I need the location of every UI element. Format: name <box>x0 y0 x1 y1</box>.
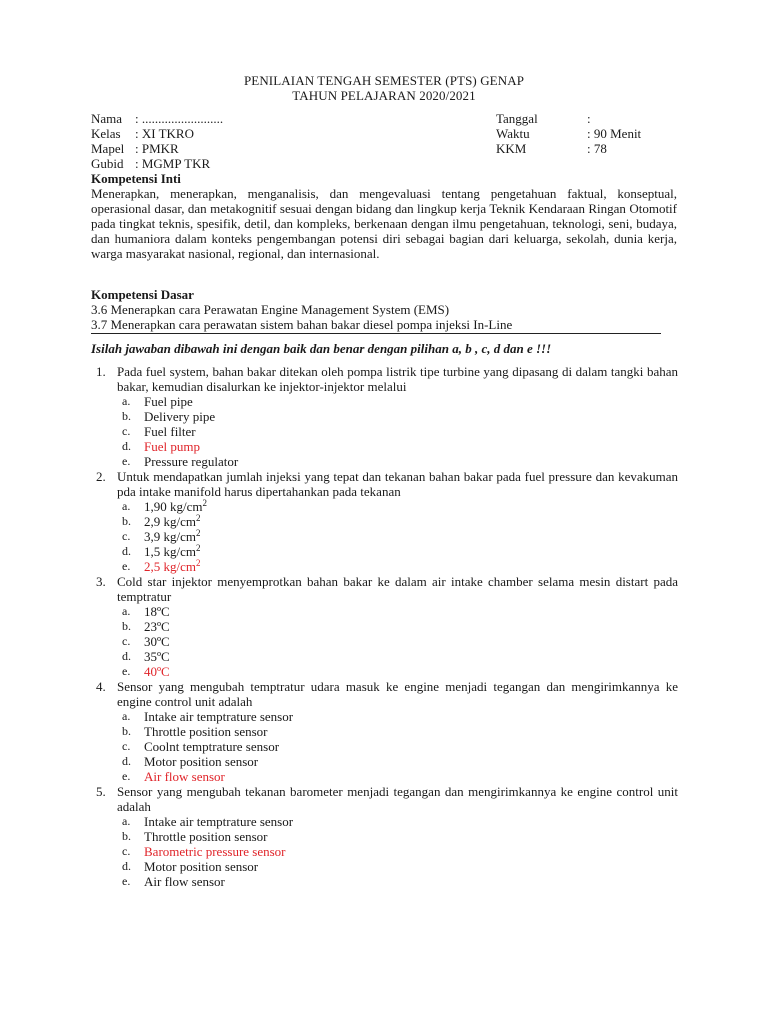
answer-option <box>117 769 678 784</box>
option-letter: d. <box>122 439 131 453</box>
question-number: 2. <box>96 469 106 484</box>
option-text <box>144 814 293 829</box>
answer-option <box>117 529 678 544</box>
answer-option <box>117 454 678 469</box>
meta-label-gubid: Gubid <box>91 156 124 171</box>
option-list <box>117 709 678 784</box>
answer-option <box>117 754 678 769</box>
option-letter: c. <box>122 739 131 753</box>
option-letter: a. <box>122 604 131 618</box>
kompetensi-dasar-item: 3.6 Menerapkan cara Perawatan Engine Management System (EMS) <box>91 302 450 317</box>
exam-title: PENILAIAN TENGAH SEMESTER (PTS) GENAP <box>243 73 525 88</box>
option-label: 18ºC <box>144 604 170 619</box>
correct-answer-text <box>144 664 170 679</box>
meta-label-nama: Nama <box>91 111 123 126</box>
question-text: Sensor yang mengubah tekanan barometer menjadi tegangan dan mengirimkannya ke engine control unit adalah <box>117 784 678 814</box>
kompetensi-dasar-heading: Kompetensi Dasar <box>91 287 194 302</box>
meta-value-mapel: : PMKR <box>135 141 179 156</box>
option-label: 35ºC <box>144 649 170 664</box>
answer-option <box>117 514 678 529</box>
option-label: 2,5 kg/cm <box>144 559 196 574</box>
option-text <box>144 649 170 664</box>
option-label: 2,9 kg/cm <box>144 514 196 529</box>
option-label: Motor position sensor <box>144 859 259 874</box>
option-letter: e. <box>122 769 131 783</box>
question-item <box>91 469 678 574</box>
option-letter: b. <box>122 724 131 738</box>
answer-option <box>117 844 678 859</box>
answer-option <box>117 649 678 664</box>
option-letter: b. <box>122 409 131 423</box>
option-label: 23ºC <box>144 619 170 634</box>
superscript: 2 <box>196 543 201 553</box>
instruction-text: Isilah jawaban dibawah ini dengan baik dan benar dengan pilihan a, b , c, d dan e !!! <box>91 341 552 356</box>
superscript: 2 <box>196 513 201 523</box>
option-letter: a. <box>122 709 131 723</box>
meta-label-kelas: Kelas <box>91 126 121 141</box>
option-text <box>144 544 201 559</box>
answer-option <box>117 724 678 739</box>
option-label: 1,5 kg/cm <box>144 544 196 559</box>
option-letter: d. <box>122 544 131 558</box>
kompetensi-inti-text: Menerapkan, menerapkan, menganalisis, dan mengevaluasi tentang pengetahuan faktual, konseptual, operasional dasar, dan metakognitif sesuai dengan bidang dan lingkup kerja Teknik Kendaraan Ringan Otomotif pada tingkat teknis, spesifik, detil, dan kompleks, berkenaan dengan ilmu pengetahuan, teknologi, seni, budaya, dan humaniora dalam konteks pengembangan potensi diri sebagai bagian dari keluarga, sekolah, dunia kerja, warga masyarakat nasional, regional, dan internasional. <box>91 186 677 261</box>
question-item <box>91 574 678 679</box>
option-text <box>144 739 279 754</box>
option-label: Delivery pipe <box>144 409 216 424</box>
option-letter: c. <box>122 424 131 438</box>
option-label: Fuel filter <box>144 424 196 439</box>
answer-option <box>117 409 678 424</box>
kompetensi-dasar-section <box>91 287 677 332</box>
question-text: Untuk mendapatkan jumlah injeksi yang tepat dan tekanan bahan bakar pada fuel pressure dan kevakuman pda intake manifold harus dipertahankan pada tekanan <box>117 469 678 499</box>
option-text <box>144 454 238 469</box>
meta-label-mapel: Mapel <box>91 141 125 156</box>
option-label: Fuel pipe <box>144 394 193 409</box>
question-text: Sensor yang mengubah temptratur udara masuk ke engine menjadi tegangan dan mengirimkannya ke engine control unit adalah <box>117 679 678 709</box>
option-label: 40ºC <box>144 664 170 679</box>
superscript: 2 <box>196 528 201 538</box>
option-letter: c. <box>122 529 131 543</box>
option-text <box>144 604 170 619</box>
meta-label-waktu: Waktu <box>496 126 530 141</box>
option-text <box>144 709 293 724</box>
question-text: Cold star injektor menyemprotkan bahan bakar ke dalam air intake chamber selama mesin distart pada temptratur <box>117 574 678 604</box>
option-letter: b. <box>122 619 131 633</box>
answer-option <box>117 559 678 574</box>
option-letter: d. <box>122 859 131 873</box>
option-letter: c. <box>122 634 131 648</box>
answer-option <box>117 394 678 409</box>
answer-option <box>117 874 678 889</box>
meta-value-kelas: : XI TKRO <box>135 126 194 141</box>
option-label: Intake air temptrature sensor <box>144 814 294 829</box>
option-letter: c. <box>122 844 131 858</box>
question-item <box>91 679 678 784</box>
question-number: 4. <box>96 679 106 694</box>
answer-option <box>117 829 678 844</box>
option-label: 1,90 kg/cm <box>144 499 203 514</box>
option-list <box>117 394 678 469</box>
option-list <box>117 604 678 679</box>
option-letter: d. <box>122 754 131 768</box>
answer-option <box>117 859 678 874</box>
option-text <box>144 829 268 844</box>
correct-answer-text <box>144 769 225 784</box>
option-letter: b. <box>122 829 131 843</box>
option-letter: e. <box>122 664 131 678</box>
option-label: Intake air temptrature sensor <box>144 709 294 724</box>
answer-option <box>117 739 678 754</box>
kompetensi-inti-heading: Kompetensi Inti <box>91 171 181 186</box>
option-letter: a. <box>122 394 131 408</box>
kompetensi-inti-section <box>91 171 677 261</box>
option-label: Air flow sensor <box>144 874 225 889</box>
option-label: Throttle position sensor <box>144 724 268 739</box>
option-text <box>144 409 215 424</box>
meta-value-kkm: : 78 <box>587 141 607 156</box>
correct-answer-text <box>144 844 286 859</box>
option-letter: d. <box>122 649 131 663</box>
meta-value-gubid: : MGMP TKR <box>135 156 211 171</box>
question-number: 5. <box>96 784 106 799</box>
option-text <box>144 754 258 769</box>
question-item <box>91 784 678 889</box>
option-letter: b. <box>122 514 131 528</box>
divider-line <box>91 333 661 334</box>
option-letter: e. <box>122 874 131 888</box>
meta-row <box>91 156 691 171</box>
meta-value-tanggal: : <box>587 111 591 126</box>
option-text <box>144 394 193 409</box>
option-text <box>144 859 258 874</box>
option-text <box>144 634 170 649</box>
answer-option <box>117 634 678 649</box>
superscript: 2 <box>202 498 207 508</box>
option-list <box>117 499 678 574</box>
option-text <box>144 499 207 514</box>
option-text <box>144 874 225 889</box>
option-letter: e. <box>122 559 131 573</box>
answer-option <box>117 424 678 439</box>
answer-option <box>117 604 678 619</box>
answer-option <box>117 619 678 634</box>
option-label: Coolnt temptrature sensor <box>144 739 280 754</box>
option-label: 3,9 kg/cm <box>144 529 196 544</box>
option-text <box>144 724 268 739</box>
option-label: 30ºC <box>144 634 170 649</box>
answer-option <box>117 664 678 679</box>
option-text <box>144 529 201 544</box>
question-number: 3. <box>96 574 106 589</box>
option-label: Motor position sensor <box>144 754 259 769</box>
answer-option <box>117 814 678 829</box>
option-label: Pressure regulator <box>144 454 239 469</box>
option-label: Fuel pump <box>144 439 200 454</box>
meta-label-tanggal: Tanggal <box>496 111 538 126</box>
option-label: Barometric pressure sensor <box>144 844 286 859</box>
option-label: Throttle position sensor <box>144 829 268 844</box>
question-text: Pada fuel system, bahan bakar ditekan oleh pompa listrik tipe turbine yang dipasang di dalam tangki bahan bakar, kemudian disalurkan ke injektor-injektor melalui <box>117 364 678 394</box>
question-number: 1. <box>96 364 106 379</box>
question-item <box>91 364 678 469</box>
meta-row <box>91 141 691 156</box>
meta-value-waktu: : 90 Menit <box>587 126 642 141</box>
meta-row <box>91 126 691 141</box>
answer-option <box>117 499 678 514</box>
option-letter: e. <box>122 454 131 468</box>
correct-answer-text <box>144 559 201 574</box>
option-text <box>144 619 170 634</box>
option-letter: a. <box>122 499 131 513</box>
superscript: 2 <box>196 558 201 568</box>
answer-option <box>117 709 678 724</box>
answer-option <box>117 544 678 559</box>
meta-row <box>91 111 691 126</box>
kompetensi-dasar-item: 3.7 Menerapkan cara perawatan sistem bahan bakar diesel pompa injeksi In-Line <box>91 317 513 332</box>
answer-option <box>117 439 678 454</box>
exam-subtitle: TAHUN PELAJARAN 2020/2021 <box>292 88 476 103</box>
option-list <box>117 814 678 889</box>
option-text <box>144 514 201 529</box>
meta-value-nama: : ......................... <box>135 111 224 126</box>
exam-meta <box>91 111 691 171</box>
correct-answer-text <box>144 439 200 454</box>
option-label: Air flow sensor <box>144 769 225 784</box>
option-letter: a. <box>122 814 131 828</box>
meta-label-kkm: KKM <box>496 141 527 156</box>
question-list <box>91 364 678 889</box>
option-text <box>144 424 196 439</box>
